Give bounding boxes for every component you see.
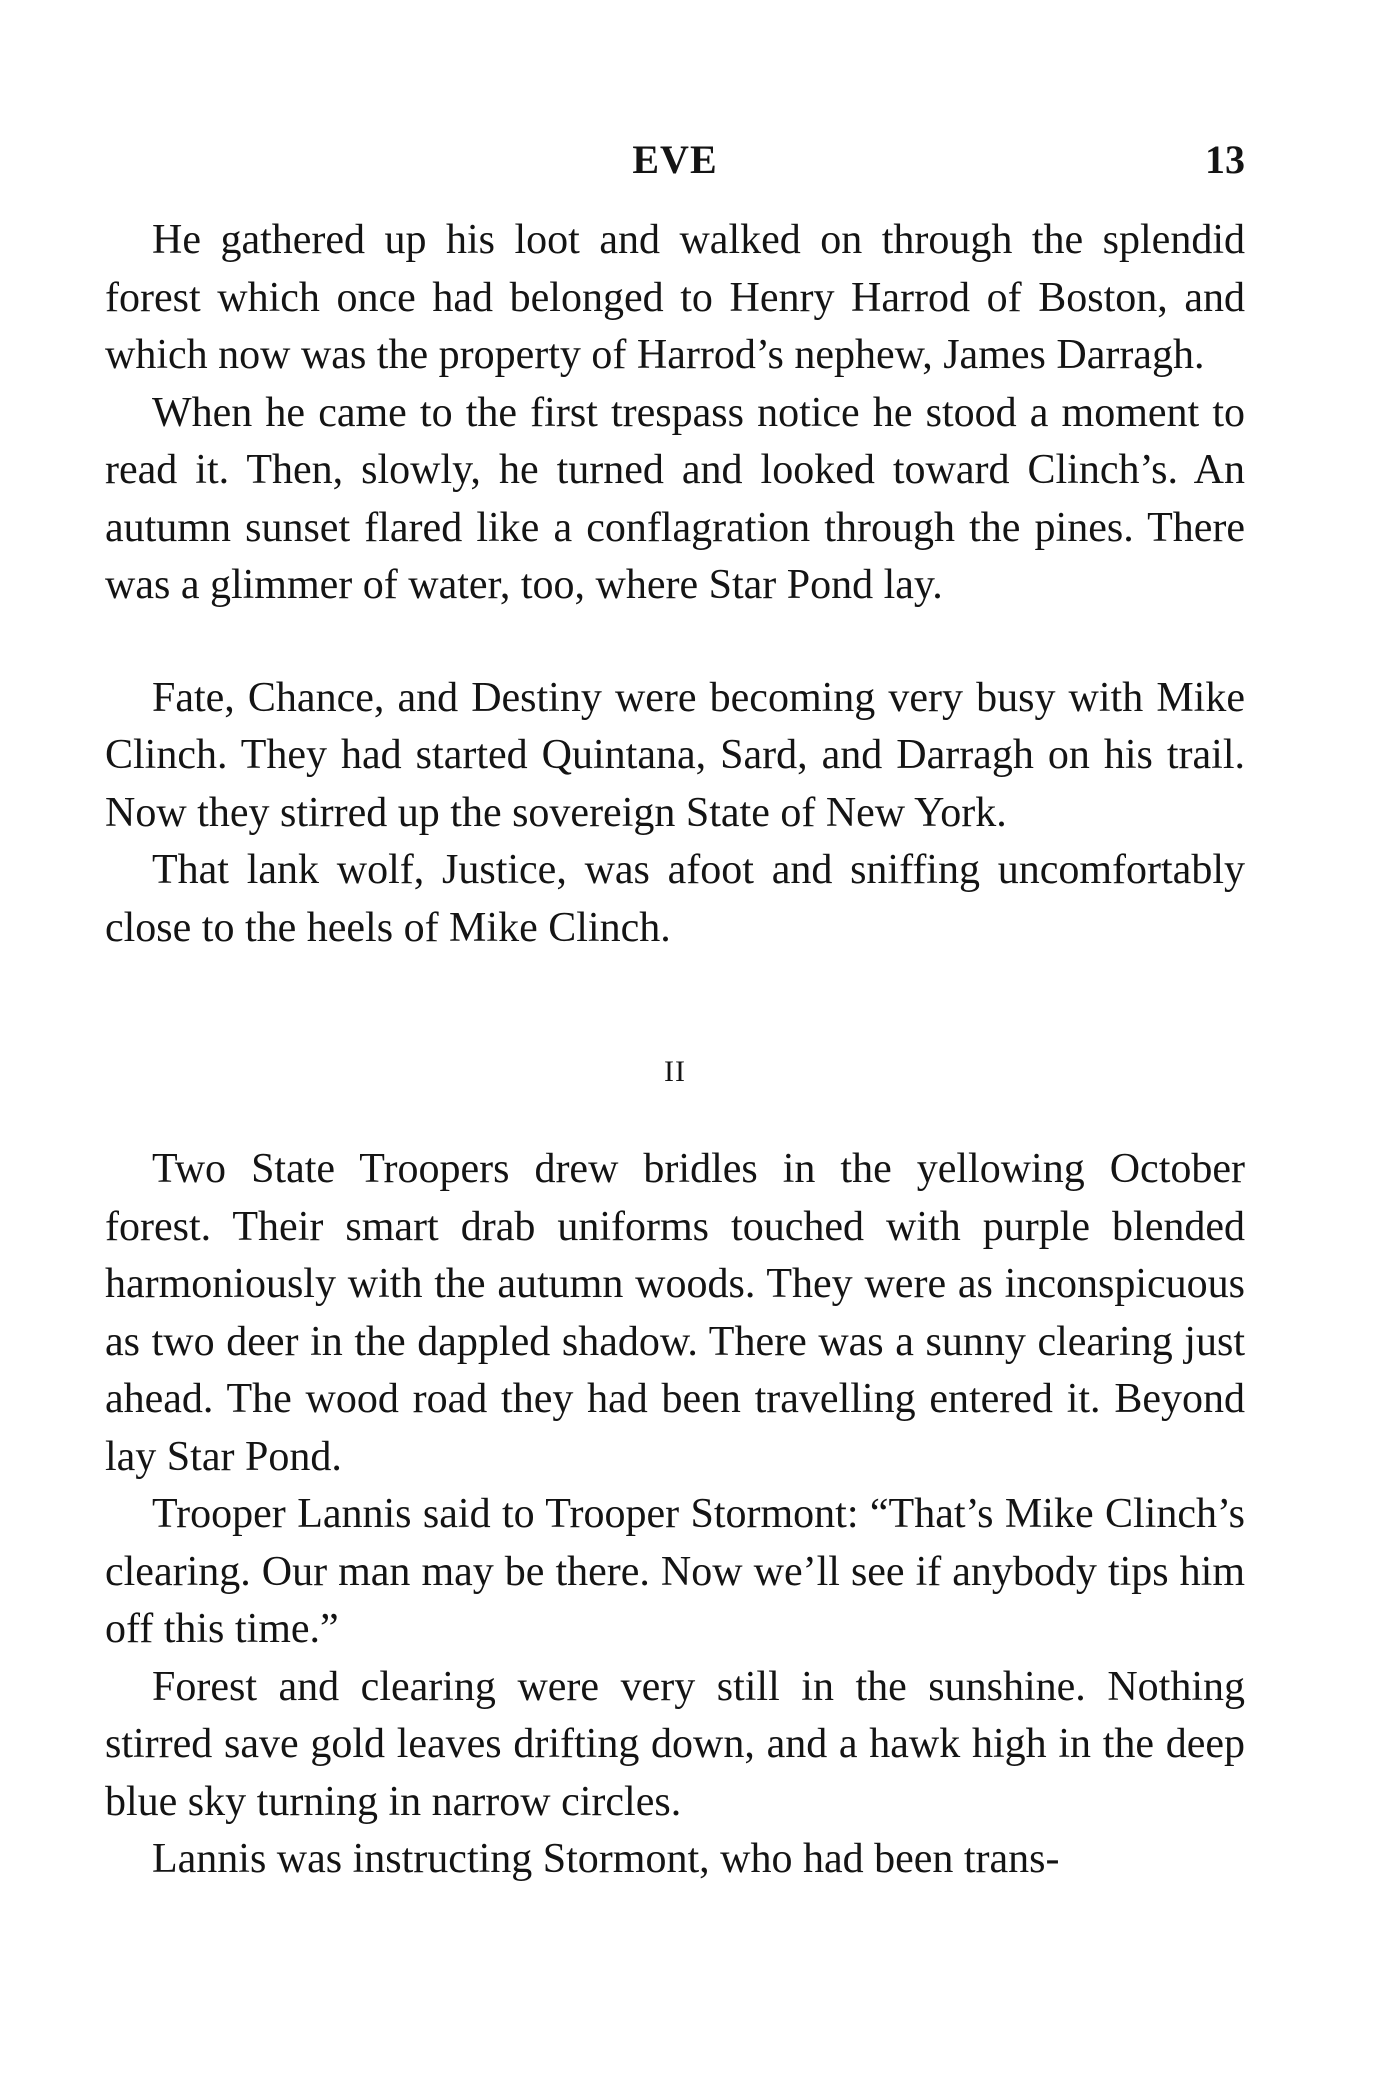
page-header <box>105 136 1245 186</box>
paragraph: Trooper Lannis said to Trooper Stormont: “That’s Mike Clinch’s clearing. Our man may be there. Now we’ll see if anybody tips him off this time.” <box>105 1491 1245 1652</box>
page-number: 13 <box>1205 137 1245 182</box>
section-number: II <box>664 1055 686 1088</box>
paragraph: He gathered up his loot and walked on through the splendid forest which once had belonged to Henry Harrod of Boston, and which now was the property of Harrod’s nephew, James Darragh. <box>105 217 1245 378</box>
paragraph: Fate, Chance, and Destiny were becoming very busy with Mike Clinch. They had started Quintana, Sard, and Darragh on his trail. Now they stirred up the sovereign State of New York. <box>105 674 1245 836</box>
paragraph: Lannis was instructing Stormont, who had been trans- <box>152 1836 1060 1882</box>
page-body <box>105 212 1245 1889</box>
running-title: EVE <box>632 137 718 182</box>
paragraph: Two State Troopers drew bridles in the yellowing October forest. Their smart drab uniforms touched with purple blended harmoniously with the autumn woods. They were as inconspicuous as two deer in the dappled shadow. There was a sunny clearing just ahead. The wood road they had been travelling entered it. Beyond lay Star Pond. <box>105 1146 1245 1480</box>
paragraph: Forest and clearing were very still in the sunshine. Nothing stirred save gold leaves drifting down, and a hawk high in the deep blue sky turning in narrow circles. <box>105 1663 1245 1825</box>
paragraph: That lank wolf, Justice, was afoot and sniffing uncomfortably close to the heels of Mike Clinch. <box>105 847 1245 951</box>
paragraph: When he came to the first trespass notice he stood a moment to read it. Then, slowly, he turned and looked toward Clinch’s. An autumn sunset flared like a conflagration through the pines. There was a glimmer of water, too, where Star Pond lay. <box>105 389 1245 608</box>
paragraph-break <box>105 615 1245 670</box>
